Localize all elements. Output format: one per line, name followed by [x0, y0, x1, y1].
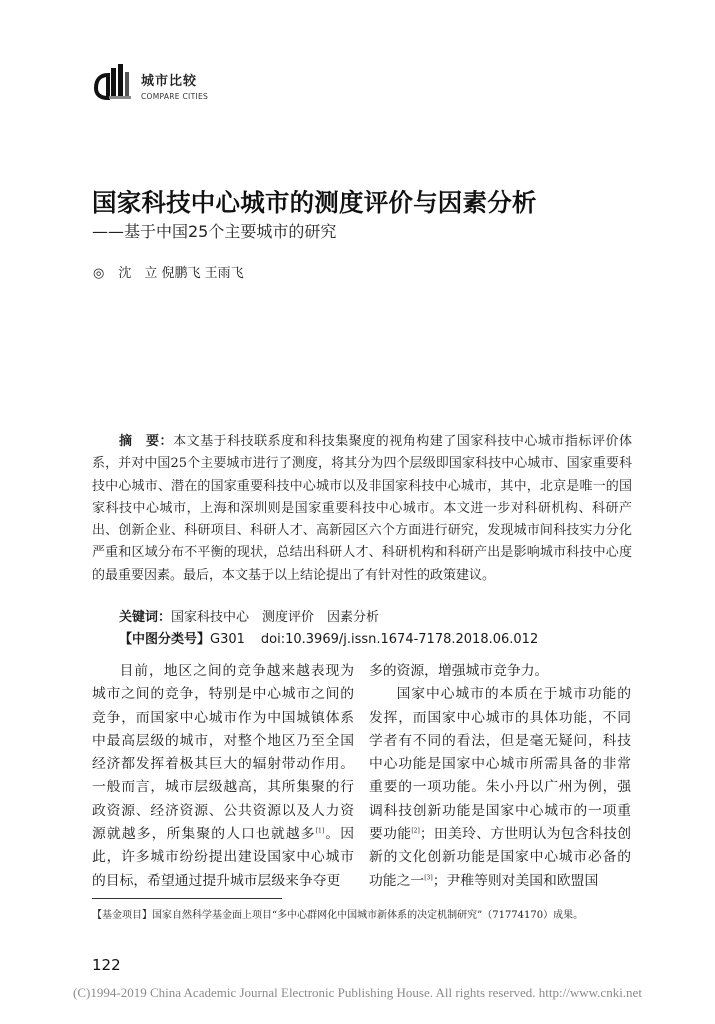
keywords-text: 国家科技中心 测度评价 因素分析 — [171, 610, 380, 625]
body-paragraph — [92, 660, 354, 893]
doi-text: doi:10.3969/j.issn.1674-7178.2018.06.012 — [260, 632, 539, 647]
citation-ref: [3] — [424, 874, 433, 882]
keywords-line — [119, 606, 379, 625]
author-line — [93, 262, 244, 281]
body-text: 目前，地区之间的竞争越来越表现为城市之间的竞争，特别是中心城市之间的竞争，而国家中心城市作为中国城镇体系中最高层级的城市，对整个地区乃至全国经济都发挥着极其巨大的辐射带动作用。一般而言，城市层级越高，其所集聚的行政资源、经济资源、公共资源以及人力资源就越多，所集聚的人口也就越多 — [92, 663, 354, 843]
abstract — [92, 431, 632, 587]
body-text: 国家中心城市的本质在于城市功能的发挥，而国家中心城市的具体功能，不同学者有不同的看法，但是毫无疑问，科技中心功能是国家中心城市所需具备的非常重要的一项功能。朱小丹以广州为例，强调科技创新功能是国家中心城市的一项重要功能 — [369, 686, 631, 843]
article-title: 国家科技中心城市的测度评价与因素分析 — [92, 188, 537, 217]
author-names: 沈 立 倪鹏飞 王雨飞 — [118, 266, 244, 281]
classification-code: G301 — [210, 632, 245, 647]
classification-line — [119, 628, 538, 647]
body-text: 。因此，许多城市纷纷提出建设国家中心城市的目标，希望通过提升城市层级来争夺更 — [92, 826, 355, 889]
citation-ref: [2] — [411, 827, 420, 835]
body-text: ；尹稚等则对美国和欧盟国 — [432, 872, 599, 889]
citation-ref: [1] — [315, 827, 325, 835]
body-column-left — [92, 660, 354, 893]
column-name-en: COMPARE CITIES — [141, 92, 209, 101]
body-text: ；田美玲、方世明认为包含科技创新的文化创新功能是国家中心城市必备的功能之一 — [369, 826, 632, 889]
abstract-text: 本文基于科技联系度和科技集聚度的视角构建了国家科技中心城市指标评价体系，并对中国25个主要城市进行了测度，将其分为四个层级即国家科技中心城市、国家重要科技中心城市、潜在的国家重要科技中心城市以及非国家科技中心城市，其中，北京是唯一的国家科技中心城市，上海和深圳则是国家重要科技中心城市。本文进一步对科研机构、科研产出、创新企业、科研项目、科研人才、高新园区六个方面进行研究，发现城市间科技实力分化严重和区域分布不平衡的现状，总结出科研人才、科研机构和科研产出是影响城市科技中心度的最重要因素。最后，本文基于以上结论提出了有针对性的政策建议。 — [92, 434, 632, 583]
copyright-watermark: (C)1994-2019 China Academic Journal Electronic Publishing House. All rights reserved. http://www.cnki.net — [73, 985, 642, 1000]
funding-footnote: 【基金项目】国家自然科学基金面上项目“多中心群网化中国城市新体系的决定机制研究”（71774170）成果。 — [92, 910, 584, 921]
body-paragraph — [369, 660, 631, 683]
keywords-label: 关键词： — [119, 610, 172, 625]
classification-label: 【中图分类号】 — [119, 632, 211, 647]
body-column-right — [369, 660, 631, 893]
footnote-divider — [92, 898, 282, 899]
article-subtitle: ——基于中国25个主要城市的研究 — [92, 222, 337, 241]
author-mark: ◎ — [93, 266, 105, 281]
column-logo-icon — [92, 62, 132, 102]
page-number: 122 — [92, 956, 121, 974]
column-name: 城市比较 — [141, 74, 198, 89]
body-paragraph — [369, 683, 631, 893]
abstract-label: 摘 要： — [119, 434, 174, 449]
body-text: 多的资源，增强城市竞争力。 — [369, 663, 549, 679]
